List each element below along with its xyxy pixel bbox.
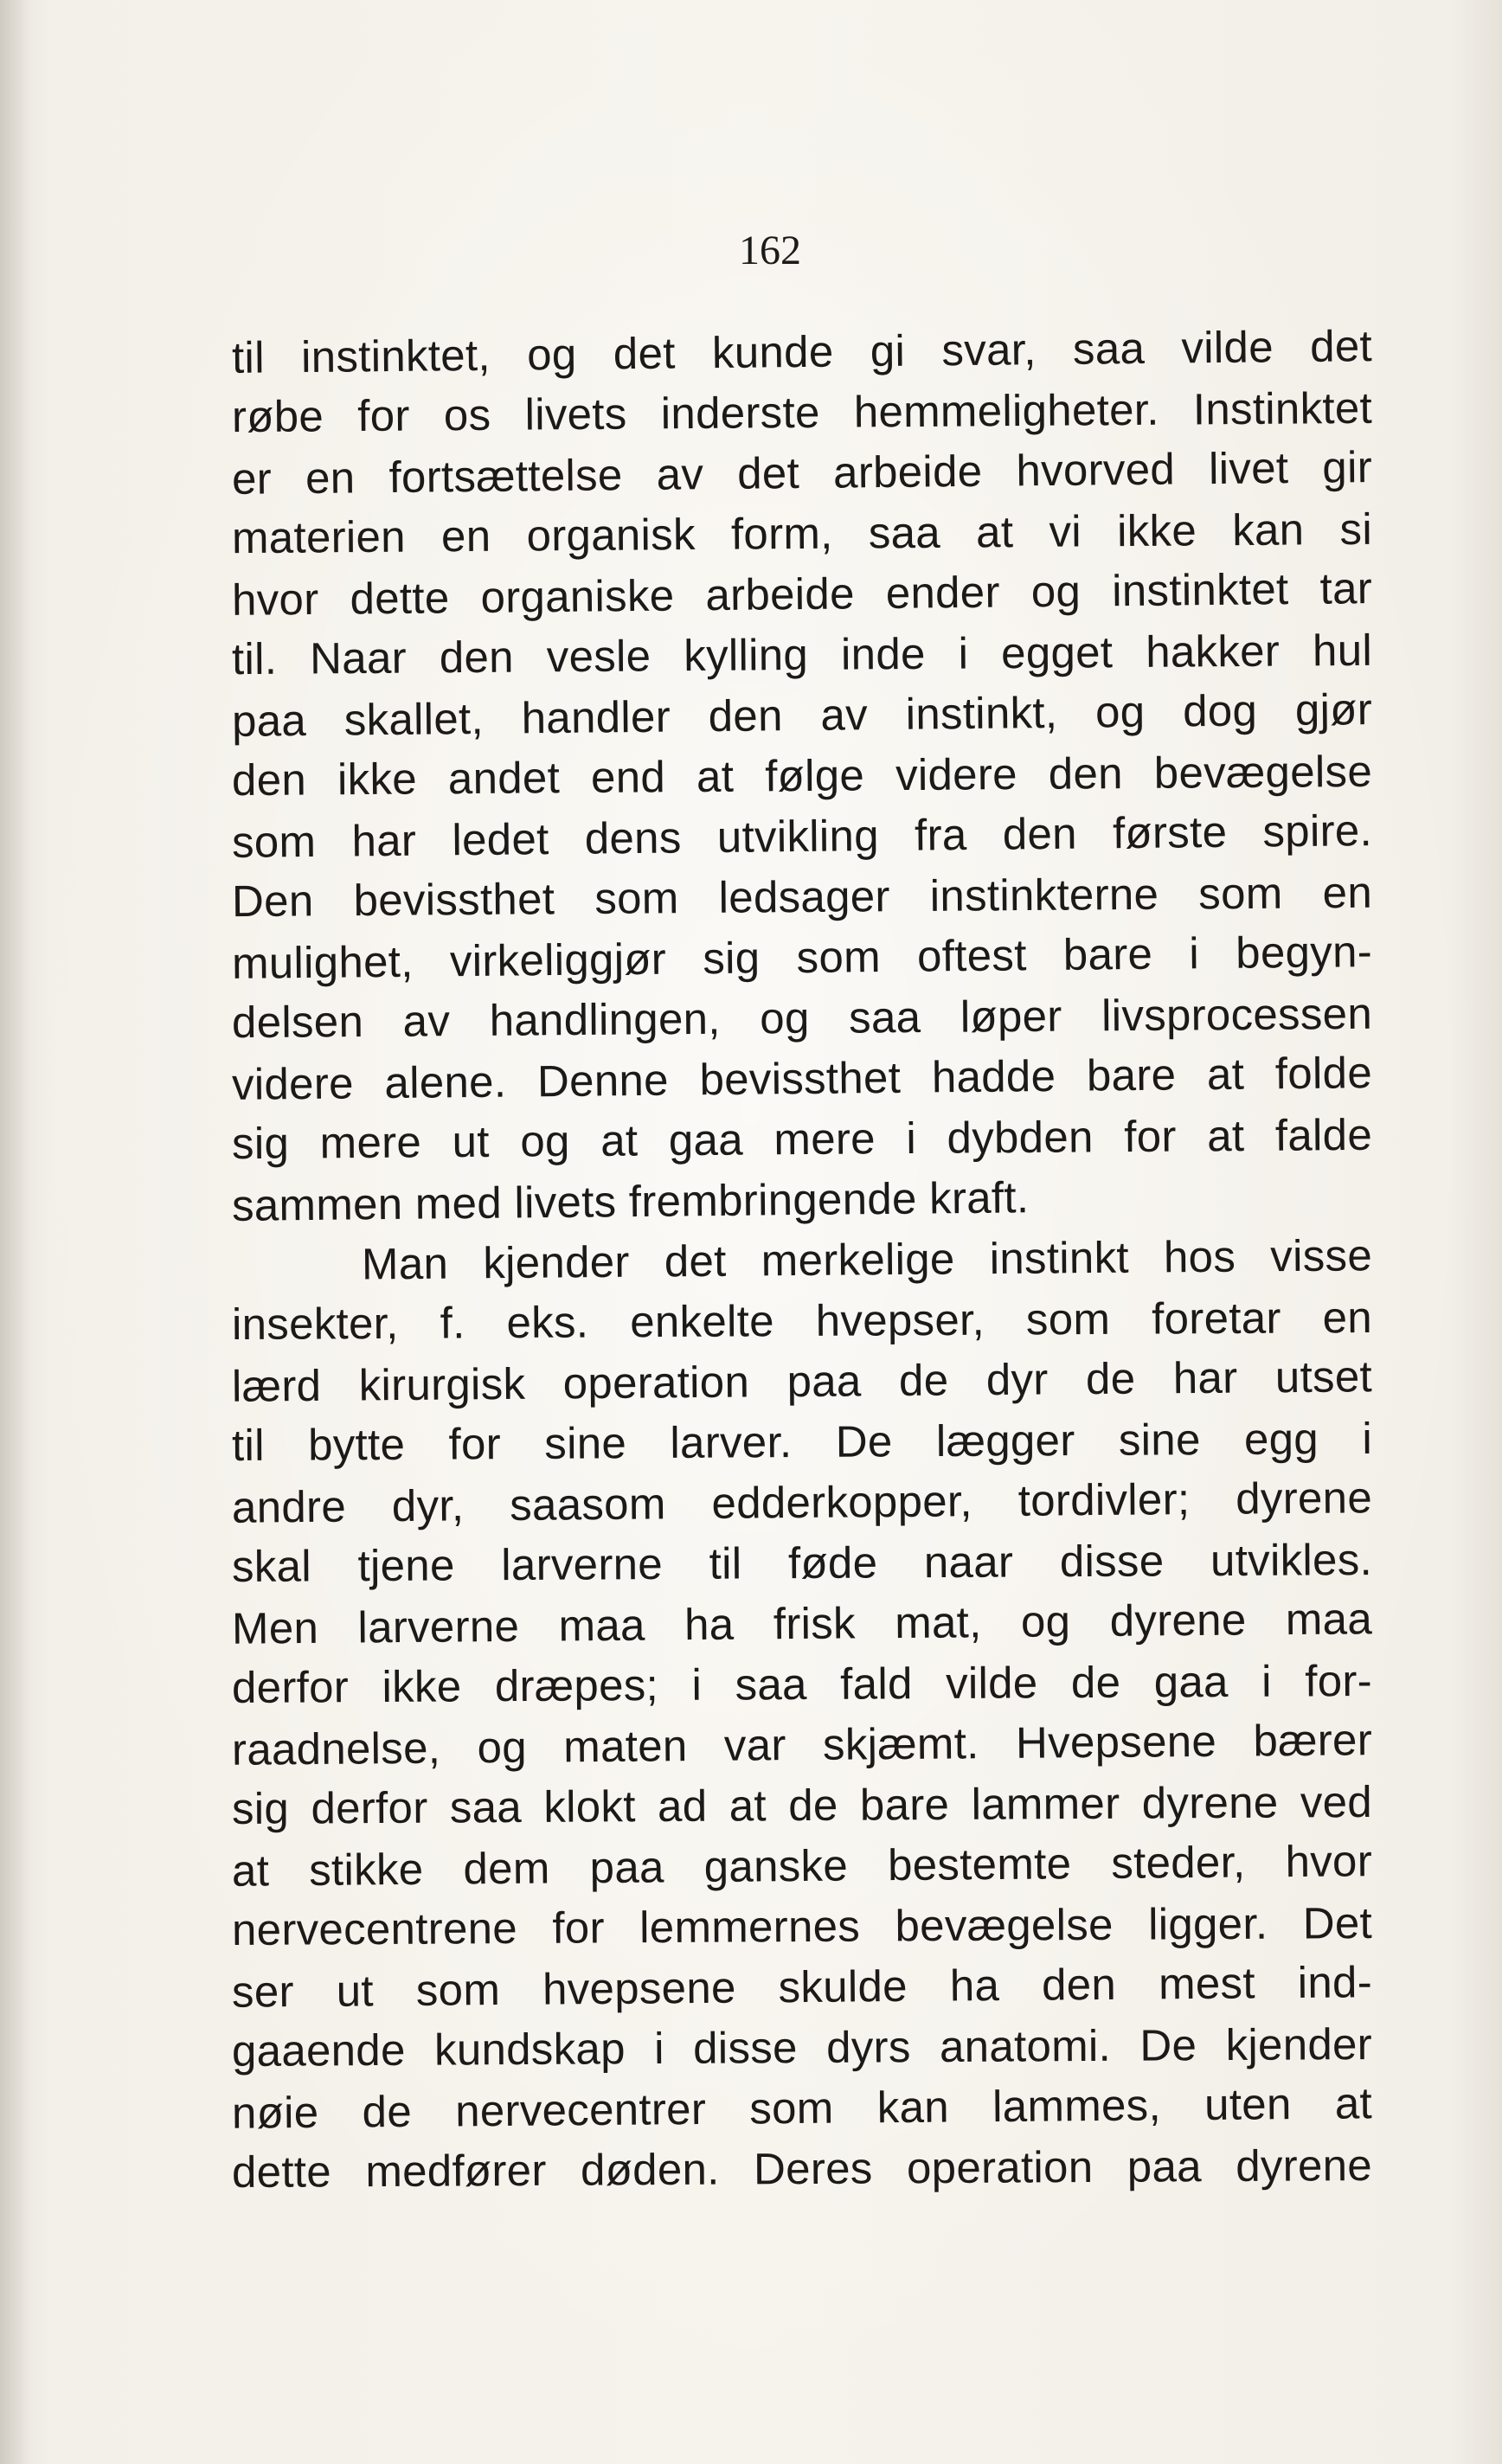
text-line: andre dyr, saasom edderkopper, tordivler; dyrene — [231, 1473, 1373, 1532]
text-line: sig mere ut og at gaa mere i dybden for at falde — [231, 1109, 1373, 1169]
text-line: som har ledet dens utvikling fra den første spire. — [231, 805, 1373, 867]
text-line: mulighet, virkeliggjør sig som oftest bare i begyn- — [231, 927, 1373, 988]
text-line: sig derfor saa klokt ad at de bare lammer dyrene ved — [231, 1776, 1373, 1834]
text-line: nervecentrene for lemmernes bevægelse ligger. Det — [231, 1897, 1373, 1955]
page-number: 162 — [739, 228, 801, 273]
text-line: delsen av handlingen, og saa løper livsprocessen — [231, 988, 1373, 1048]
text-line: nøie de nervecentrer som kan lammes, uten at — [231, 2078, 1373, 2138]
text-line: derfor ikke dræpes; i saa fald vilde de gaa i for- — [231, 1655, 1373, 1713]
paragraph-1 — [232, 322, 1372, 1230]
text-line: at stikke dem paa ganske bestemte steder, hvor — [231, 1836, 1373, 1896]
text-line: dette medfører døden. Deres operation paa dyrene — [231, 2140, 1373, 2198]
text-line: insekter, f. eks. enkelte hvepser, som foretar en — [231, 1292, 1373, 1350]
text-line: raadnelse, og maten var skjæmt. Hvepsene bærer — [231, 1715, 1373, 1774]
text-line: gaaende kundskap i disse dyrs anatomi. De kjender — [231, 2018, 1373, 2076]
text-line: Men larverne maa ha frisk mat, og dyrene maa — [231, 1594, 1373, 1653]
page-gutter-shadow — [0, 0, 29, 2464]
text-line: hvor dette organiske arbeide ender og instinktet tar — [231, 563, 1373, 625]
paragraph-2 — [232, 1230, 1372, 2199]
text-line: til. Naar den vesle kylling inde i egget hakker hul — [231, 625, 1373, 684]
text-line: til instinktet, og det kunde gi svar, saa vilde det — [231, 321, 1373, 382]
text-line: sammen med livets frembringende kraft. — [231, 1172, 1030, 1230]
text-line: materien en organisk form, saa at vi ikke kan si — [231, 504, 1373, 563]
text-line: er en fortsættelse av det arbeide hvorved livet gir — [231, 442, 1373, 504]
text-line: ser ut som hvepsene skulde ha den mest ind- — [231, 1957, 1373, 2017]
text-line: skal tjene larverne til føde naar disse utvikles. — [231, 1534, 1373, 1592]
body-text — [232, 322, 1372, 2199]
text-line: Man kjender det merkelige instinkt hos visse — [361, 1230, 1373, 1289]
text-line: Den bevissthet som ledsager instinkterne som en — [231, 867, 1373, 927]
text-line: til bytte for sine larver. De lægger sine egg i — [231, 1413, 1373, 1471]
text-line: røbe for os livets inderste hemmeligheter. Instinktet — [231, 382, 1373, 442]
text-line: den ikke andet end at følge videre den bevægelse — [231, 746, 1373, 805]
text-line: lærd kirurgisk operation paa de dyr de har utset — [231, 1351, 1373, 1411]
text-line: paa skallet, handler den av instinkt, og dog gjør — [231, 684, 1373, 746]
text-line: videre alene. Denne bevissthet hadde bare at folde — [231, 1048, 1373, 1109]
